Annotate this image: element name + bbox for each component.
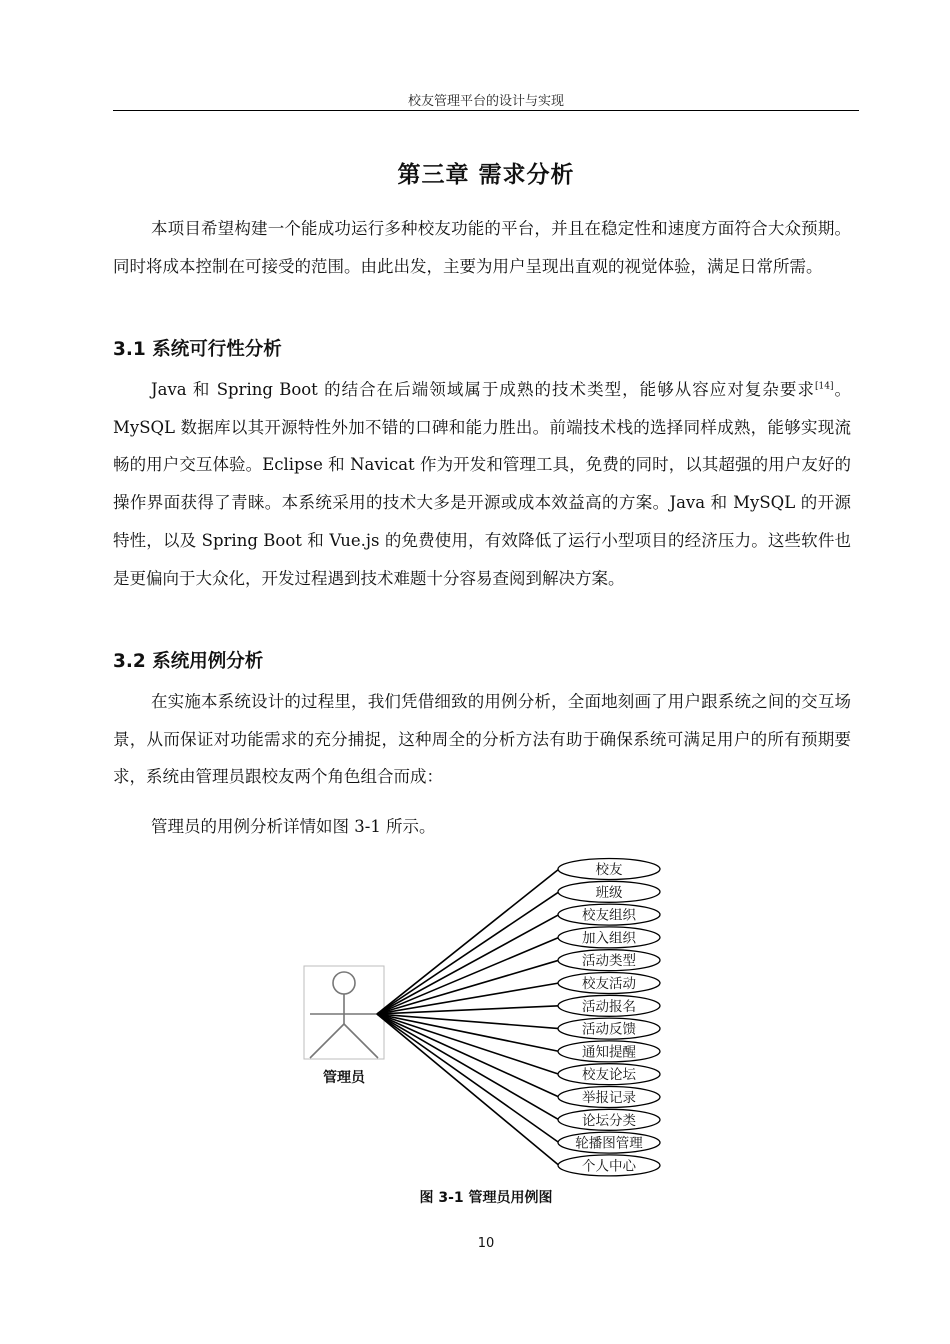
use-case-label: 校友论坛 [582, 1067, 636, 1084]
section-3-2-paragraph: 在实施本系统设计的过程里，我们凭借细致的用例分析，全面地刻画了用户跟系统之间的交互场景，从而保证对功能需求的充分捕捉，这种周全的分析方法有助于确保系统可满足用户的所有预期要求，系统由管理员跟校友两个角色组合而成： [113, 692, 851, 787]
use-case-node [558, 1155, 660, 1176]
use-case-label: 活动反馈 [582, 1021, 636, 1038]
page-number: 10 [477, 1236, 495, 1251]
use-case-label: 轮播图管理 [575, 1135, 643, 1152]
citation-reference: [14] [814, 381, 834, 392]
use-case-node [558, 950, 660, 971]
use-case-node [558, 1018, 660, 1039]
use-case-node [558, 1064, 660, 1085]
chapter-title: 第三章 需求分析 [397, 162, 575, 188]
use-case-node [558, 904, 660, 925]
use-case-node [558, 995, 660, 1016]
use-case-label: 论坛分类 [582, 1112, 636, 1129]
use-case-node [558, 1041, 660, 1062]
use-case-label: 举报记录 [582, 1090, 636, 1106]
header-rule [113, 110, 859, 111]
use-case-node [558, 973, 660, 994]
use-case-label: 班级 [595, 884, 623, 901]
section-3-1-text-b: 。MySQL 数据库以其开源特性外加不错的口碑和能力胜出。前端技术栈的选择同样成熟，能够实现流畅的用户交互体验。Eclipse 和 Navicat 作为开发和管理工具，免费的同时，以其超强的用户友好的操作界面获得了青睐。本系统采用的技术大多是开源或成本效益高的方案。Java 和 MySQL 的开源特性，以及 Spring Boot 和 Vue.js 的免费使用，有效降低了运行小型项目的经济压力。这些软件也是更偏向于大众化，开发过程遇到技术难题十分容易查阅到解决方案。 [113, 380, 852, 588]
figure-intro-sentence: 管理员的用例分析详情如图 3-1 所示。 [151, 817, 436, 836]
use-case-diagram-canvas [300, 852, 670, 1182]
use-case-node [558, 881, 660, 902]
use-case-node [558, 859, 660, 880]
section-3-1-text-a: Java 和 Spring Boot 的结合在后端领域属于成熟的技术类型，能够从容应对复杂要求 [151, 380, 815, 399]
use-case-diagram [300, 852, 670, 1182]
section-3-1-paragraph [113, 371, 851, 597]
association-lines [377, 869, 559, 1165]
use-case-label: 校友 [595, 862, 623, 878]
association-line [377, 1014, 559, 1165]
use-case-label: 校友组织 [582, 907, 636, 924]
intro-paragraph: 本项目希望构建一个能成功运行多种校友功能的平台，并且在稳定性和速度方面符合大众预期。同时将成本控制在可接受的范围。由此出发，主要为用户呈现出直观的视觉体验，满足日常所需。 [113, 219, 851, 276]
use-case-node [558, 1132, 660, 1153]
actor-label: 管理员 [323, 1070, 365, 1086]
association-line [377, 892, 559, 1014]
running-header: 校友管理平台的设计与实现 [407, 94, 564, 109]
use-case-node [558, 1109, 660, 1130]
use-case-label: 通知提醒 [582, 1044, 636, 1061]
section-3-2-heading: 3.2 系统用例分析 [113, 651, 264, 672]
use-case-list [558, 859, 660, 1176]
association-line [377, 869, 559, 1014]
use-case-label: 个人中心 [582, 1158, 636, 1175]
association-line [377, 1014, 559, 1120]
use-case-label: 加入组织 [582, 930, 636, 947]
use-case-label: 活动报名 [582, 998, 636, 1015]
use-case-label: 校友活动 [582, 976, 636, 992]
use-case-label: 活动类型 [582, 953, 636, 970]
use-case-node [558, 927, 660, 948]
section-3-1-heading: 3.1 系统可行性分析 [113, 339, 282, 360]
association-line [377, 1014, 559, 1074]
use-case-node [558, 1087, 660, 1108]
figure-caption: 图 3-1 管理员用例图 [419, 1190, 553, 1206]
association-line [377, 937, 559, 1014]
